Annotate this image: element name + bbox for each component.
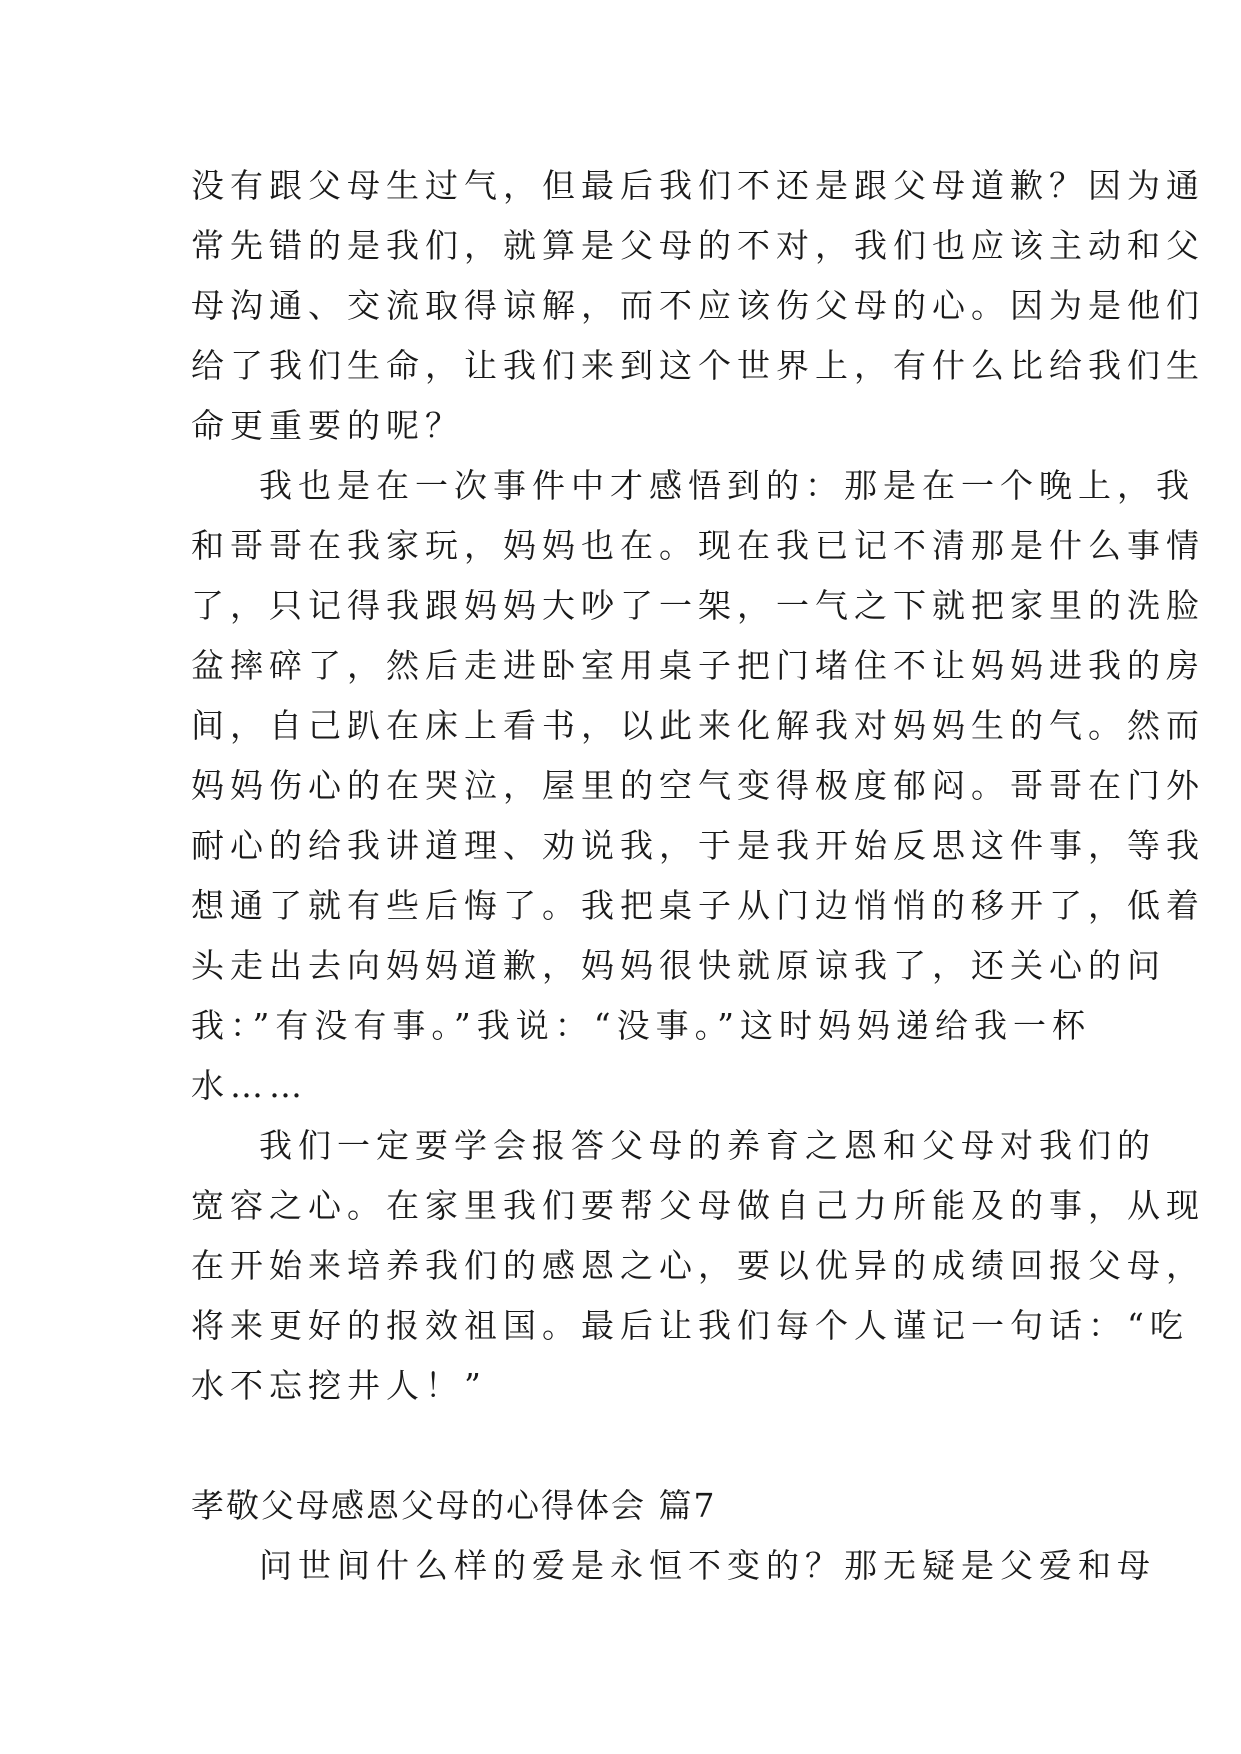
text-line: 将来更好的报效祖国。最后让我们每个人谨记一句话：“吃 — [191, 1306, 1189, 1345]
text-line: 常先错的是我们，就算是父母的不对，我们也应该主动和父 — [191, 226, 1205, 265]
text-line: 水不忘挖井人！” — [191, 1366, 487, 1405]
text-line: 命更重要的呢？ — [191, 406, 464, 445]
text-line: 头走出去向妈妈道歉，妈妈很快就原谅我了，还关心的问 — [191, 946, 1166, 985]
text-line: 我：”有没有事。”我说：“没事。”这时妈妈递给我一杯 — [191, 1006, 1091, 1045]
text-line: 妈妈伤心的在哭泣，屋里的空气变得极度郁闷。哥哥在门外 — [191, 766, 1205, 805]
text-line: 我也是在一次事件中才感悟到的：那是在一个晚上，我 — [259, 466, 1195, 505]
paragraph — [191, 1536, 1156, 1596]
text-line: 间，自己趴在床上看书，以此来化解我对妈妈生的气。然而 — [191, 706, 1205, 745]
text-line: 盆摔碎了，然后走进卧室用桌子把门堵住不让妈妈进我的房 — [191, 646, 1205, 685]
text-line: 问世间什么样的爱是永恒不变的？那无疑是父爱和母 — [259, 1546, 1156, 1585]
document-body — [191, 156, 1205, 1596]
section-heading: 孝敬父母感恩父母的心得体会 篇7 — [191, 1486, 717, 1525]
text-line: 给了我们生命，让我们来到这个世界上，有什么比给我们生 — [191, 346, 1205, 385]
text-line: 想通了就有些后悔了。我把桌子从门边悄悄的移开了，低着 — [191, 886, 1205, 925]
text-line: 宽容之心。在家里我们要帮父母做自己力所能及的事，从现 — [191, 1186, 1205, 1225]
paragraph — [191, 156, 1205, 456]
text-line: 和哥哥在我家玩，妈妈也在。现在我已记不清那是什么事情 — [191, 526, 1205, 565]
section-spacer — [191, 1416, 1071, 1476]
paragraph — [191, 456, 1205, 1116]
text-line: 我们一定要学会报答父母的养育之恩和父母对我们的 — [259, 1126, 1156, 1165]
text-line: 母沟通、交流取得谅解，而不应该伤父母的心。因为是他们 — [191, 286, 1205, 325]
text-line: 了，只记得我跟妈妈大吵了一架，一气之下就把家里的洗脸 — [191, 586, 1205, 625]
text-line: 在开始来培养我们的感恩之心，要以优异的成绩回报父母， — [191, 1246, 1205, 1285]
text-line: 耐心的给我讲道理、劝说我，于是我开始反思这件事，等我 — [191, 826, 1205, 865]
text-line: 水…… — [191, 1066, 308, 1105]
text-line: 没有跟父母生过气，但最后我们不还是跟父母道歉？因为通 — [191, 166, 1205, 205]
paragraph — [191, 1116, 1205, 1416]
